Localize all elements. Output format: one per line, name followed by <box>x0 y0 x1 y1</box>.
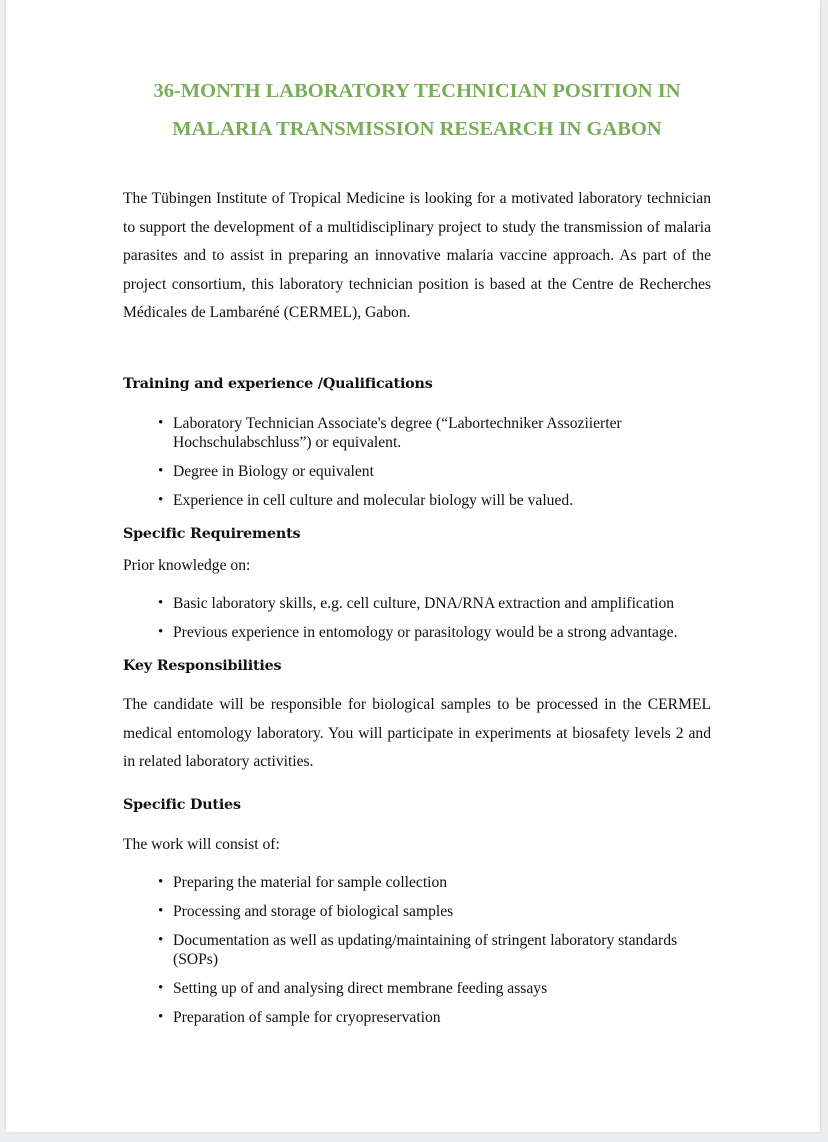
bullet-icon: • <box>158 595 164 611</box>
requirements-heading: Specific Requirements <box>123 526 301 542</box>
bullet-icon: • <box>158 932 164 948</box>
list-item: • Processing and storage of biological samples <box>158 903 454 920</box>
list-item: • Laboratory Technician Associate's degree (“Labortechniker Assoziierter Hochschulabschluss”) or equivalent. <box>158 415 622 451</box>
bullet-icon: • <box>158 492 164 508</box>
list-item: • Experience in cell culture and molecular biology will be valued. <box>158 492 574 509</box>
requirements-list <box>123 594 713 652</box>
responsibilities-paragraph: The candidate will be responsible for biological samples to be processed in the CERMEL medical entomology laboratory. You will participate in experiments at biosafety levels 2 and in related laboratory activities. <box>123 696 711 770</box>
requirements-lead: Prior knowledge on: <box>123 557 251 574</box>
training-list <box>123 414 713 520</box>
training-heading: Training and experience /Qualifications <box>123 376 433 392</box>
duties-heading: Specific Duties <box>123 797 241 813</box>
list-item: • Basic laboratory skills, e.g. cell culture, DNA/RNA extraction and amplification <box>158 595 675 612</box>
title-line-1: 36-MONTH LABORATORY TECHNICIAN POSITION IN <box>153 80 681 102</box>
duties-list <box>123 873 713 1037</box>
duties-lead: The work will consist of: <box>123 836 280 853</box>
page-title <box>123 72 711 148</box>
list-item: • Previous experience in entomology or parasitology would be a strong advantage. <box>158 624 678 641</box>
list-item: • Setting up of and analysing direct membrane feeding assays <box>158 980 548 997</box>
intro-paragraph: The Tübingen Institute of Tropical Medicine is looking for a motivated laboratory technician to support the development of a multidisciplinary project to study the transmission of malaria parasites and to assist in preparing an innovative malaria vaccine approach. As part of the project consortium, this laboratory technician position is based at the Centre de Recherches Médicales de Lambaréné (CERMEL), Gabon. <box>123 190 711 321</box>
list-item: • Degree in Biology or equivalent <box>158 463 374 480</box>
list-item: • Preparing the material for sample collection <box>158 874 448 891</box>
bullet-icon: • <box>158 624 164 640</box>
bullet-icon: • <box>158 903 164 919</box>
responsibilities-heading: Key Responsibilities <box>123 658 282 674</box>
title-line-2: MALARIA TRANSMISSION RESEARCH IN GABON <box>172 118 662 140</box>
bullet-icon: • <box>158 980 164 996</box>
bullet-icon: • <box>158 1009 164 1025</box>
bullet-icon: • <box>158 463 164 479</box>
bullet-icon: • <box>158 874 164 890</box>
document-page <box>6 0 820 1132</box>
list-item: • Preparation of sample for cryopreservation <box>158 1009 441 1026</box>
list-item: • Documentation as well as updating/maintaining of stringent laboratory standards (SOPs) <box>158 932 678 968</box>
bullet-icon: • <box>158 415 164 431</box>
